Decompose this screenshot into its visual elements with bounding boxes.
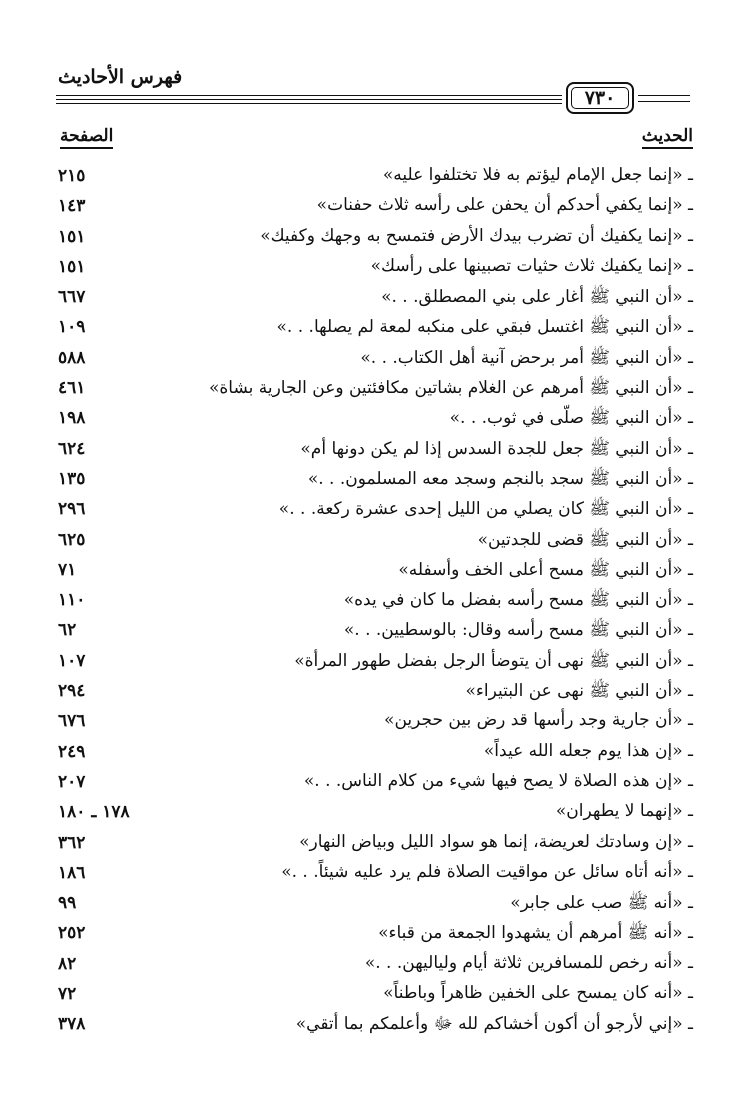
header-rule-right-bottom: [638, 101, 690, 102]
list-item: [0, 164, 751, 194]
page-reference: ٦٢: [58, 620, 77, 641]
list-item: [0, 952, 751, 982]
hadith-text: ـ «إن وسادتك لعريضة، إنما هو سواد الليل وبياض النهار»: [299, 831, 693, 852]
page-reference: ٦٢٤: [58, 438, 86, 459]
hadith-text: ـ «أنه كان يمسح على الخفين ظاهراً وباطناً»: [383, 983, 693, 1004]
list-item: [0, 406, 751, 436]
hadith-text: ـ «إن هذه الصلاة لا يصح فيها شيء من كلام الناس. . .»: [303, 770, 693, 791]
list-item: [0, 467, 751, 497]
list-item: [0, 588, 751, 618]
page-reference: ٦٦٧: [58, 287, 86, 308]
list-item: [0, 315, 751, 345]
hadith-text: ـ «إنهما لا يطهران»: [555, 801, 693, 822]
list-item: [0, 225, 751, 255]
hadith-text: ـ «أن النبي ﷺ قضى للجدتين»: [477, 529, 693, 550]
page-reference: ٦٧٦: [58, 711, 86, 732]
page-reference: ١٠٩: [58, 317, 86, 338]
hadith-text: ـ «أن النبي ﷺ نهى عن البتيراء»: [465, 681, 693, 702]
page-number-box: [566, 82, 634, 114]
list-item: [0, 861, 751, 891]
hadith-text: ـ «أن النبي ﷺ أمر برحض آنية أهل الكتاب. . .»: [360, 347, 693, 368]
hadith-text: ـ «أنه ﷺ أمرهم أن يشهدوا الجمعة من قباء»: [378, 923, 693, 944]
page-reference: ٧٢: [58, 984, 77, 1005]
page-reference: ٣٦٢: [58, 832, 86, 853]
hadith-text: ـ «أن النبي ﷺ مسح رأسه وقال: بالوسطيين. . .»: [343, 620, 693, 641]
page-reference: ١٠٧: [58, 650, 86, 671]
hadith-text: ـ «إن هذا يوم جعله الله عيداً»: [483, 740, 693, 761]
hadith-text: ـ «أن جارية وجد رأسها قد رض بين حجرين»: [384, 710, 693, 731]
page-reference: ٢٠٧: [58, 771, 86, 792]
list-item: [0, 376, 751, 406]
page-reference: ١١٠: [58, 590, 86, 611]
list-item: [0, 618, 751, 648]
list-item: [0, 194, 751, 224]
page-reference: ٧١: [58, 559, 77, 580]
list-item: [0, 891, 751, 921]
page-reference: ١٥١: [58, 256, 86, 277]
page-reference: ٣٧٨: [58, 1014, 86, 1035]
page-reference: ٨٢: [58, 953, 77, 974]
page-reference: ٢٥٢: [58, 923, 86, 944]
page-reference: ٢١٥: [58, 166, 86, 186]
list-item: [0, 1012, 751, 1042]
list-item: [0, 255, 751, 285]
list-item: [0, 528, 751, 558]
hadith-text: ـ «إنما يكفيك ثلاث حثيات تصبينها على رأسك»: [370, 255, 693, 276]
hadith-text: ـ «أن النبي ﷺ نهى أن يتوضأ الرجل بفضل طهور المرأة»: [294, 650, 693, 671]
hadith-text: ـ «إنما يكفي أحدكم أن يحفن على رأسه ثلاث حفنات»: [316, 195, 693, 216]
hadith-text: ـ «إنما جعل الإمام ليؤتم به فلا تختلفوا عليه»: [382, 165, 693, 185]
list-item: [0, 679, 751, 709]
page-reference: ١٥١: [58, 226, 86, 247]
page-reference: ٩٩: [58, 893, 77, 914]
list-item: [0, 285, 751, 315]
page-reference: ١٣٥: [58, 468, 86, 489]
header-rule-right-top: [638, 95, 690, 96]
hadith-text: ـ «أنه ﷺ صب على جابر»: [510, 893, 693, 914]
hadith-text: ـ «أن النبي ﷺ صلّى في ثوب. . .»: [449, 408, 693, 429]
list-item: [0, 437, 751, 467]
hadith-text: ـ «أنه رخص للمسافرين ثلاثة أيام ولياليهن. . .»: [364, 952, 693, 973]
hadith-text: ـ «أن النبي ﷺ مسح أعلى الخف وأسفله»: [398, 559, 693, 580]
list-item: [0, 558, 751, 588]
page-reference: ١٨٦: [58, 862, 86, 883]
page-reference: ١٤٣: [58, 196, 86, 217]
list-item: [0, 346, 751, 376]
list-item: [0, 649, 751, 679]
header-rule-top: [56, 95, 562, 96]
list-item: [0, 921, 751, 951]
column-header-hadith: الحديث: [642, 126, 693, 149]
header-title: فهرس الأحاديث: [58, 66, 183, 88]
page-number: ٧٣٠: [571, 87, 629, 109]
hadith-text: ـ «أن النبي ﷺ اغتسل فبقي على منكبه لمعة لم يصلها. . .»: [276, 317, 693, 338]
hadith-text: ـ «أن النبي ﷺ جعل للجدة السدس إذا لم يكن دونها أم»: [300, 438, 693, 459]
page-reference: ٢٩٤: [58, 681, 86, 702]
hadith-text: ـ «إني لأرجو أن أكون أخشاكم لله ﷻ وأعلمكم بما أتقي»: [295, 1014, 693, 1035]
list-item: [0, 982, 751, 1012]
header-rule-mid: [56, 99, 562, 100]
page-reference: ٢٤٩: [58, 741, 86, 762]
page-reference: ٤٦١: [58, 378, 86, 399]
hadith-text: ـ «أن النبي ﷺ أمرهم عن الغلام بشاتين مكافئتين وعن الجارية بشاة»: [208, 378, 693, 399]
hadith-index-list: [0, 164, 751, 1043]
hadith-text: ـ «إنما يكفيك أن تضرب بيدك الأرض فتمسح به وجهك وكفيك»: [260, 225, 693, 246]
page-reference: ٥٨٨: [58, 347, 86, 368]
list-item: [0, 740, 751, 770]
page-reference: ٢٩٦: [58, 499, 86, 520]
hadith-text: ـ «أن النبي ﷺ سجد بالنجم وسجد معه المسلمون. . .»: [307, 468, 693, 489]
list-item: [0, 709, 751, 739]
page-reference: ١٧٨ ـ ١٨٠: [58, 802, 130, 823]
list-item: [0, 497, 751, 527]
hadith-text: ـ «أنه أتاه سائل عن مواقيت الصلاة فلم يرد عليه شيئاً. . .»: [281, 861, 693, 882]
hadith-text: ـ «أن النبي ﷺ كان يصلي من الليل إحدى عشرة ركعة. . .»: [278, 499, 693, 520]
page-reference: ١٩٨: [58, 408, 86, 429]
list-item: [0, 831, 751, 861]
header-rule-bottom: [56, 103, 562, 104]
column-header-page: الصفحة: [60, 126, 113, 149]
list-item: [0, 800, 751, 830]
hadith-text: ـ «أن النبي ﷺ أغار على بني المصطلق. . .»: [381, 287, 693, 308]
page-reference: ٦٢٥: [58, 529, 86, 550]
list-item: [0, 770, 751, 800]
hadith-text: ـ «أن النبي ﷺ مسح رأسه بفضل ما كان في يده»: [343, 590, 693, 611]
